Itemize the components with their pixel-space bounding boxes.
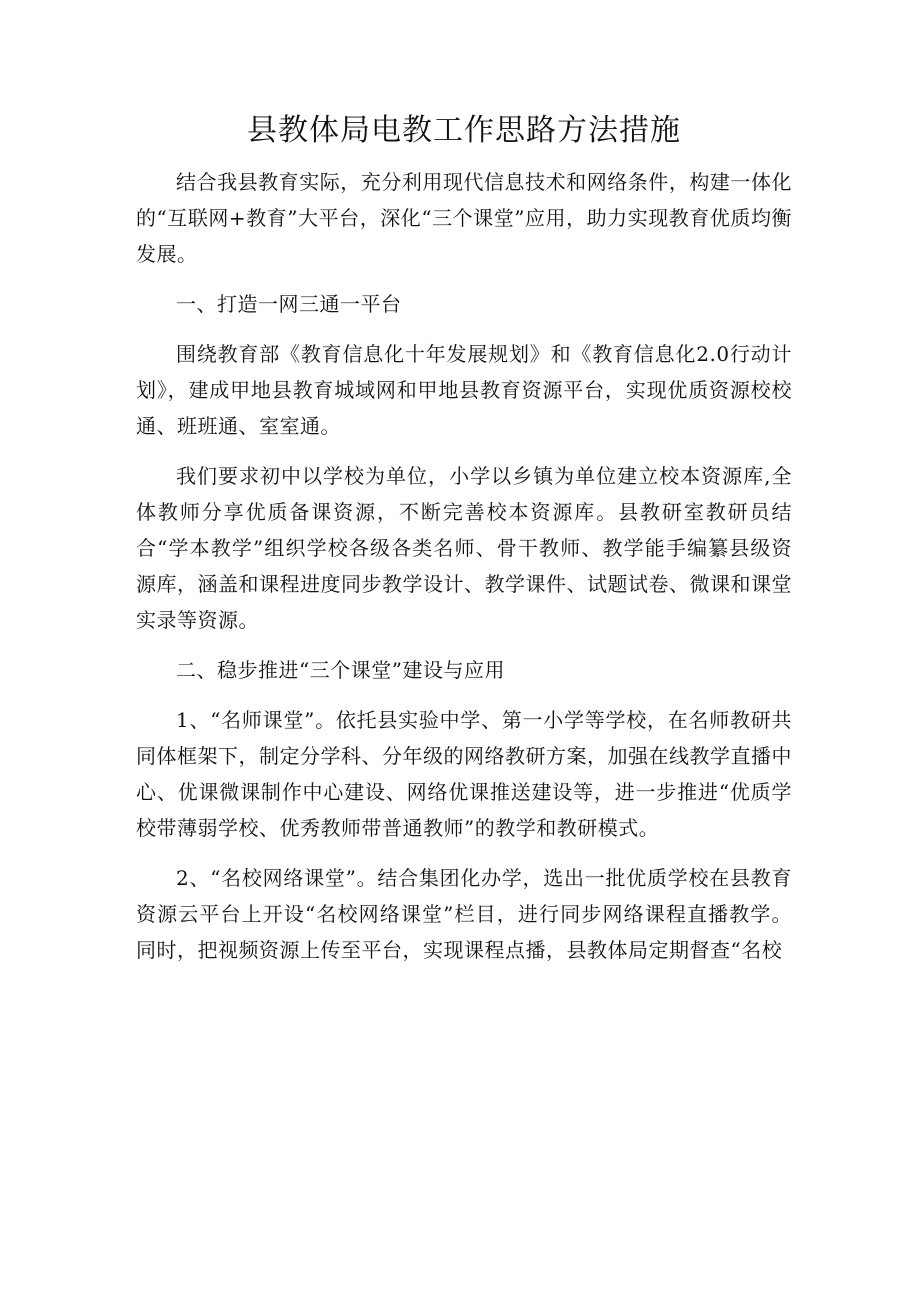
section-1-paragraph-2: 我们要求初中以学校为单位，小学以乡镇为单位建立校本资源库,全体教师分享优质备课资源，不断完善校本资源库。县教研室教研员结合“学本教学”组织学校各级各类名师、骨干教师、教学能手编纂县级资源库，涵盖和课程进度同步教学设计、教学课件、试题试卷、微课和课堂实录等资源。 [136, 464, 792, 632]
intro-paragraph: 结合我县教育实际，充分利用现代信息技术和网络条件，构建一体化的“互联网+教育”大平台，深化“三个课堂”应用，助力实现教育优质均衡发展。 [136, 170, 792, 266]
spacer [136, 638, 792, 652]
document-title: 县教体局电教工作思路方法措施 [247, 113, 681, 148]
section-2-paragraph-2: 2、“名校网络课堂”。结合集团化办学，选出一批优质学校在县教育资源云平台上开设“名校网络课堂”栏目，进行同步网络课程直播教学。同时，把视频资源上传至平台，实现课程点播，县教体局定期督查“名校 [136, 866, 792, 962]
spacer [136, 846, 792, 860]
section-2-paragraph-1: 1、“名师课堂”。依托县实验中学、第一小学等学校，在名师教研共同体框架下，制定分学科、分年级的网络教研方案，加强在线教学直播中心、优课微课制作中心建设、网络优课推送建设等，进一步推进“优质学校带薄弱学校、优秀教师带普通教师”的教学和教研模式。 [136, 708, 792, 840]
section-1-paragraph-1: 围绕教育部《教育信息化十年发展规划》和《教育信息化2.0行动计划》，建成甲地县教育城域网和甲地县教育资源平台，实现优质资源校校通、班班通、室室通。 [136, 342, 792, 438]
section-2-heading: 二、稳步推进“三个课堂”建设与应用 [176, 658, 505, 682]
document-page [136, 108, 792, 968]
spacer [136, 688, 792, 702]
spacer [136, 444, 792, 458]
section-1-heading: 一、打造一网三通一平台 [176, 292, 402, 316]
spacer [136, 322, 792, 336]
spacer [136, 272, 792, 286]
